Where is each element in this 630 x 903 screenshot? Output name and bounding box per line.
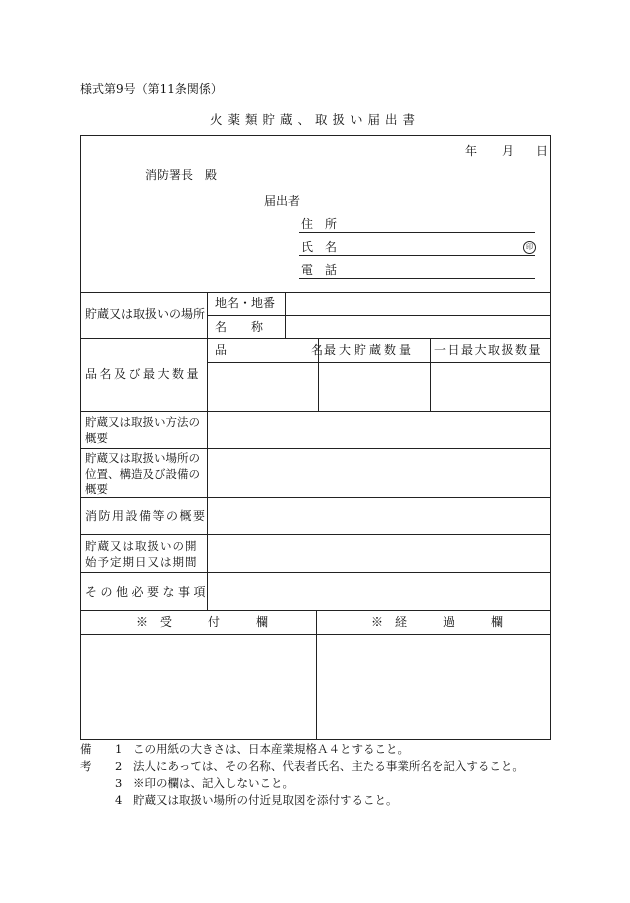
remark-number: 4 — [115, 793, 123, 807]
method-field[interactable] — [208, 412, 549, 448]
date-month: 月 — [502, 144, 515, 158]
items-label: 品名及び最大数量 — [85, 367, 202, 381]
address-label: 住 所 — [301, 217, 338, 231]
phone-field[interactable] — [299, 278, 535, 279]
progress-label: ※ 経 過 欄 — [371, 615, 504, 629]
form-table — [80, 135, 551, 740]
form-number: 様式第9号（第11条関係） — [80, 82, 223, 96]
max-daily-label: 一日最大取扱数量 — [434, 343, 543, 357]
name-label: 氏 名 — [301, 240, 338, 254]
other-label: その他必要な事項 — [85, 585, 210, 599]
progress-box — [317, 635, 549, 739]
item-name-label: 品 名 — [215, 343, 324, 357]
other-field[interactable] — [208, 573, 549, 610]
remark-text: この用紙の大きさは、日本産業規格Ａ４とすること。 — [133, 742, 409, 756]
notifier-heading: 届出者 — [264, 194, 301, 208]
name-field[interactable] — [299, 255, 535, 256]
reception-box — [82, 635, 315, 739]
facility-field[interactable] — [208, 449, 549, 497]
seal-mark: 印 — [523, 241, 536, 254]
facility-label: 貯蔵又は取扱い場所の位置、構造及び設備の概要 — [85, 451, 200, 497]
document-title: 火薬類貯蔵、取扱い届出書 — [209, 112, 420, 127]
max-storage-label: 最大貯蔵数量 — [324, 343, 415, 357]
remark-number: 2 — [115, 759, 123, 773]
remarks-heading: 備考 — [80, 742, 92, 773]
method-label: 貯蔵又は取扱い方法の概要 — [85, 415, 200, 445]
date-day: 日 — [536, 144, 549, 158]
schedule-field[interactable] — [208, 535, 549, 572]
place-name-label: 名 称 — [215, 320, 264, 334]
addressee: 消防署長 殿 — [145, 168, 218, 182]
place-name-field[interactable] — [286, 316, 549, 338]
phone-label: 電 話 — [301, 263, 338, 277]
date-year: 年 — [465, 144, 478, 158]
place-label: 貯蔵又は取扱いの場所 — [85, 307, 206, 321]
remark-number: 1 — [115, 742, 123, 756]
fire-equipment-field[interactable] — [208, 498, 549, 534]
fire-equipment-label: 消防用設備等の概要 — [85, 509, 207, 523]
max-storage-field[interactable] — [319, 363, 430, 411]
remark-text: 貯蔵又は取扱い場所の付近見取図を添付すること。 — [133, 793, 398, 807]
lot-field[interactable] — [286, 293, 549, 315]
address-field[interactable] — [299, 232, 535, 233]
lot-label: 地名・地番 — [215, 296, 276, 310]
rule-place — [81, 338, 550, 339]
item-name-field[interactable] — [208, 363, 318, 411]
remark-text: ※印の欄は、記入しないこと。 — [133, 776, 294, 790]
reception-label: ※ 受 付 欄 — [136, 615, 269, 629]
schedule-label: 貯蔵又は取扱いの開始予定期日又は期間 — [85, 539, 198, 569]
max-daily-field[interactable] — [431, 363, 549, 411]
remark-number: 3 — [115, 776, 123, 790]
remark-text: 法人にあっては、その名称、代表者氏名、主たる事業所名を記入すること。 — [133, 759, 524, 773]
